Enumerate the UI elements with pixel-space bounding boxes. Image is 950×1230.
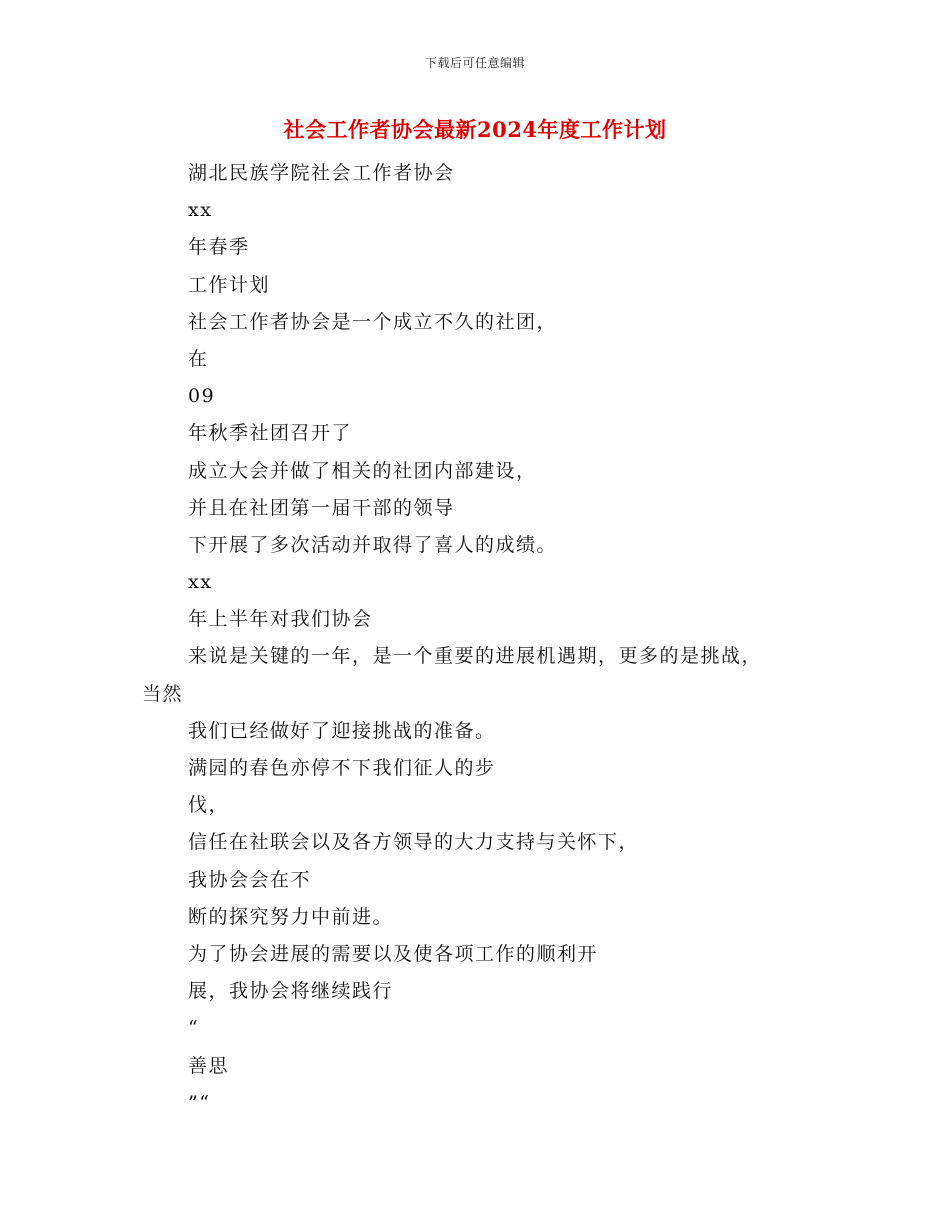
body-line: 伐， xyxy=(188,794,230,817)
body-line: 当然 xyxy=(142,682,184,705)
body-line: 满园的春色亦停不下我们征人的步 xyxy=(188,757,496,779)
body-line: 09 xyxy=(188,385,216,408)
body-line: “ xyxy=(188,1017,200,1040)
body-line: 为了协会进展的需要以及使各项工作的顺利开 xyxy=(188,942,599,965)
body-line: 我们已经做好了迎接挑战的准备。 xyxy=(188,719,496,742)
body-line: 我协会会在不 xyxy=(188,868,312,891)
body-line: 并且在社团第一届干部的领导 xyxy=(188,496,455,519)
body-line: 信任在社联会以及各方领导的大力支持与关怀下， xyxy=(188,831,640,854)
body-line: 在 xyxy=(188,347,209,370)
body-line: 善思 xyxy=(188,1054,230,1077)
body-line: ”“ xyxy=(188,1091,211,1114)
header-note: 下载后可任意编辑 xyxy=(424,56,525,70)
body-line: 下开展了多次活动并取得了喜人的成绩。 xyxy=(188,533,558,556)
body-line: 湖北民族学院社会工作者协会 xyxy=(188,162,455,184)
document-title: 社会工作者协会最新2024年度工作计划 xyxy=(283,117,667,142)
body-line: 年秋季社团召开了 xyxy=(188,422,353,445)
document-body xyxy=(142,155,828,1122)
body-line: 年上半年对我们协会 xyxy=(188,608,373,631)
body-line: 展，我协会将继续践行 xyxy=(188,980,394,1003)
body-line: 工作计划 xyxy=(188,273,271,296)
body-line: 来说是关键的一年，是一个重要的进展机遇期，更多的是挑战， xyxy=(188,645,763,668)
body-line: xx xyxy=(188,199,213,222)
body-line: xx xyxy=(188,571,213,594)
body-line: 成立大会并做了相关的社团内部建设， xyxy=(188,459,537,482)
body-line: 社会工作者协会是一个成立不久的社团， xyxy=(188,310,558,333)
body-line: 断的探究努力中前进。 xyxy=(188,905,394,928)
body-line: 年春季 xyxy=(188,236,250,259)
